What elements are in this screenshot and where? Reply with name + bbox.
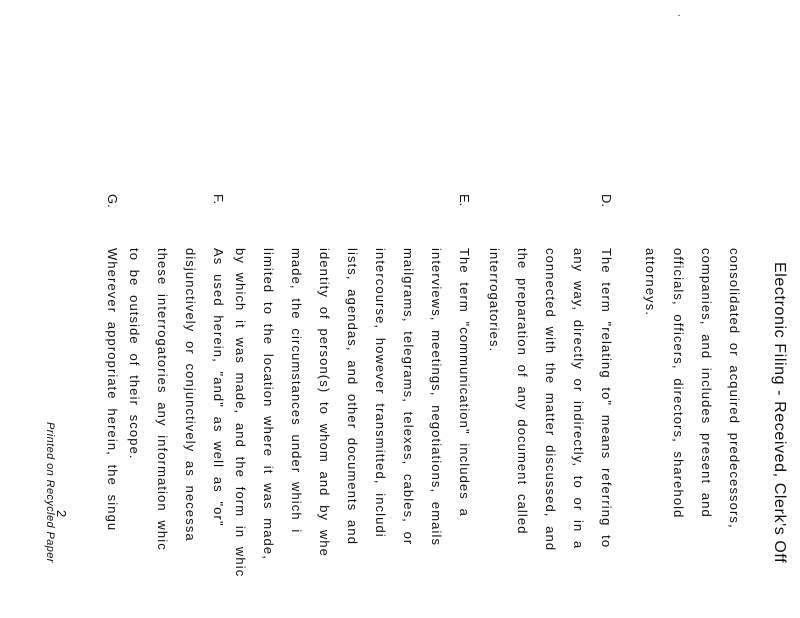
text-line: companies, and includes present and [699,248,714,518]
text-line: officials, officers, directors, sharehold [671,248,686,519]
text-line: connected with the matter discussed, and [543,248,558,552]
text-line: Wherever appropriate herein, the singu [105,248,120,532]
section-marker-e: E. [457,194,472,207]
text-line: the preparation of any document called [515,248,530,535]
text-line: The term "relating to" means referring to [599,248,614,549]
page-number: 2 [54,510,69,518]
scan-speck [678,15,680,16]
section-marker-g: G. [105,194,120,208]
text-line: lists, agendas, and other documents and [345,248,360,546]
recycled-paper-footer: Printed on Recycled Paper [44,422,56,563]
section-marker-f: F. [211,194,226,205]
text-line: by which it was made, and the form in whic [233,248,248,578]
text-line: The term "communication" includes a [457,248,472,517]
section-marker-d: D. [599,194,614,207]
text-line: any way, directly or indirectly, to or in a [571,248,586,550]
text-line: As used herein, "and" as well as "or" [211,248,226,527]
text-line: made, the circumstances under which i [289,248,304,534]
text-line: mailgrams, telegrams, telexes, cables, or [401,248,416,546]
text-line: intercourse, however transmitted, includi [373,248,388,538]
text-line: disjunctively or conjunctively as necessa [183,248,198,542]
text-line: consolidated or acquired predecessors, [727,248,742,529]
text-line: to be outside of their scope. [127,248,142,460]
text-line: attorneys. [643,248,658,317]
text-line: these interrogatories any information whic [155,248,170,551]
text-line: identity of person(s) to whom and by whe [317,248,332,558]
text-line: interrogatories. [487,248,502,353]
filing-header: Electronic Filing - Received, Clerk's Off [771,262,788,564]
text-line: limited to the location where it was made, [261,248,276,560]
text-line: interviews, meetings, negotiations, emails [429,248,444,547]
